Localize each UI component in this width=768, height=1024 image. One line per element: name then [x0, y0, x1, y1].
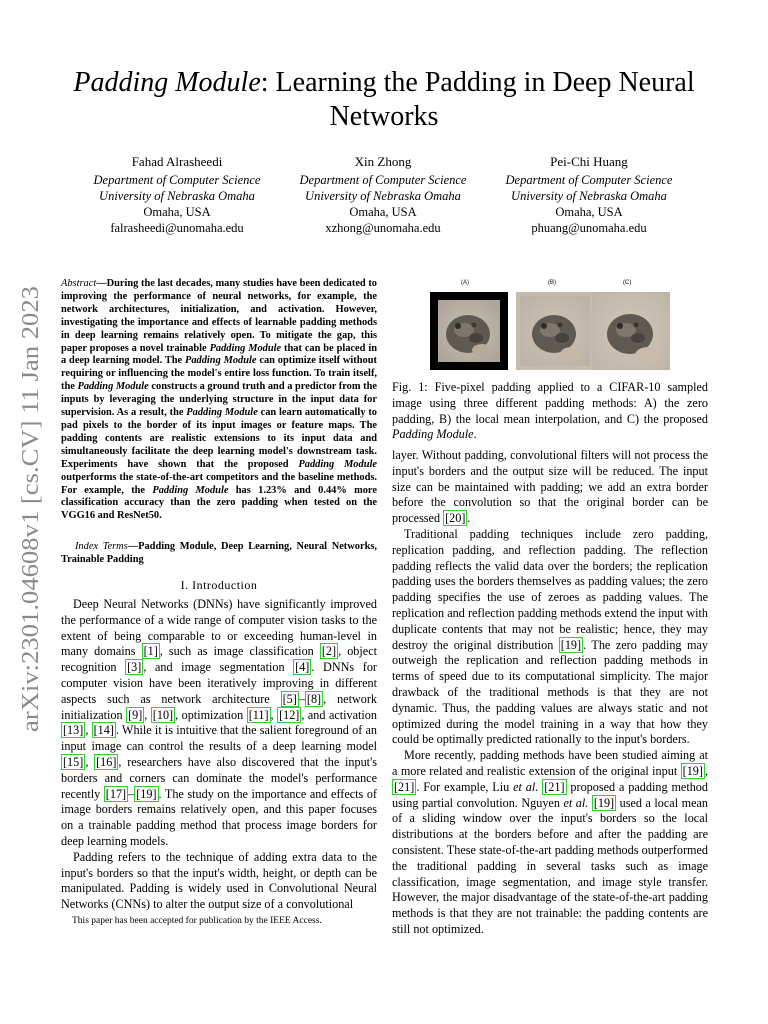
- citation-link[interactable]: [21]: [544, 779, 565, 794]
- citation-link[interactable]: [10]: [152, 707, 174, 722]
- author-email: falrasheedi@unomaha.edu: [110, 221, 244, 235]
- author-loc: Omaha, USA: [555, 205, 623, 219]
- abstract-dash: —: [96, 278, 107, 289]
- text: used a local mean of a sliding window over the input's borders so the local distributions at the borders before and after the padding are consistent. These state-of-the-art padding methods outperformed the traditional padding in several tasks such as image classification, image segmentation, and image style transfer. However, the major disadvantage of the state-of-the-art padding methods is that they are not trainable: the padding contents are still not optimized.: [392, 795, 709, 936]
- index-terms-text: Padding Module, Deep Learning, Neural Networks, Trainable Padding: [61, 541, 377, 565]
- citation-link[interactable]: [16]: [96, 754, 117, 769]
- abstract-text: can optimize itself without requiring or influencing the model's entire loss function. To train itself, the: [61, 355, 377, 393]
- abstract-text: has 1.23% and 0.44% more classification accuracy than the zero padding when tested on the VGG16 and ResNet50.: [61, 484, 377, 522]
- text: ,: [85, 723, 92, 738]
- text: More recently, padding methods have been studied aiming at a more related and realistic extension of the original input: [392, 748, 708, 778]
- figure-image-padding-module: [592, 292, 670, 370]
- figure-image-zero-padding: [430, 292, 508, 370]
- author-dept: Department of Computer Science: [299, 173, 467, 187]
- paragraph: [392, 448, 708, 527]
- figure-label-b: (B): [548, 280, 556, 286]
- padding-module-term: Padding Module: [184, 355, 257, 367]
- text: , network initialization: [61, 691, 377, 722]
- abstract-text: During the last decades, many studies have been dedicated to improving the performance of neural networks, for example, the network architectures, initialization, and activation. However, investigating the importance and effects of learnable padding methods in deep learning remains relatively open. To mitigate the gap, this paper proposes a novel trainable: [61, 278, 377, 354]
- author-block-2: [268, 154, 498, 236]
- arxiv-stamp-svg: [0, 280, 48, 740]
- text: . DNNs for computer vision have been iteratively improving in different aspects such as network architecture: [61, 660, 377, 706]
- text: , and image segmentation: [143, 660, 294, 675]
- text: ,: [144, 707, 151, 722]
- right-column-body: [392, 448, 708, 938]
- citation-link[interactable]: [13]: [63, 723, 84, 738]
- abstract-label: Abstract: [61, 278, 97, 289]
- author-name: Xin Zhong: [354, 154, 412, 169]
- citation-link[interactable]: [5]: [282, 691, 297, 706]
- citation-link[interactable]: [12]: [279, 707, 300, 722]
- index-terms-dash: —: [127, 541, 139, 552]
- padding-module-term: Padding Module: [298, 458, 377, 470]
- etal: et al.: [563, 795, 589, 810]
- text: Traditional padding techniques include zero padding, replication padding, and reflection padding. The reflection padding reflects the valid data over the borders; the replication padding uses the borders themselves as padding values; the zero padding specifies the use of zeroes as padding values. The replication and reflection padding methods extend the input with duplicate contents that may not be realistic; hence, they may destroy the original distribution: [392, 526, 708, 652]
- text: , researchers have also discovered that the input's borders and corners can dominate the model's performance recently: [61, 754, 378, 801]
- figure-image-local-mean: [516, 292, 594, 370]
- abstract-text: can learn automatically to pad pixels to the border of its input images or feature maps. The padding contents are realistic extensions to its input data and simultaneously facilitate the deep learning model's downstream task. Experiments have shown that the proposed: [61, 407, 377, 470]
- padding-module-term: Padding Module: [209, 342, 282, 354]
- title-italic: Padding Module: [73, 67, 261, 98]
- caption-text: .: [473, 427, 477, 442]
- citation-link[interactable]: [20]: [445, 511, 466, 526]
- author-name: Fahad Alrasheedi: [131, 154, 223, 169]
- text: . While it is intuitive that the salient foreground of an input image can control the results of a deep learning model: [61, 723, 377, 754]
- paragraph: [392, 748, 708, 938]
- text: , and activation: [301, 707, 377, 722]
- text: ,: [270, 707, 278, 722]
- author-loc: Omaha, USA: [143, 205, 211, 219]
- citation-link[interactable]: [4]: [295, 660, 310, 675]
- citation-link[interactable]: [11]: [248, 707, 269, 722]
- author-email: phuang@unomaha.edu: [531, 221, 647, 235]
- author-name: Pei-Chi Huang: [550, 154, 628, 169]
- paragraph: [61, 597, 377, 850]
- citation-link[interactable]: [14]: [93, 723, 114, 738]
- padding-module-term: Padding Module: [152, 484, 229, 496]
- text: . For example, Liu: [416, 779, 514, 794]
- citation-link[interactable]: [17]: [105, 786, 127, 801]
- padding-module-term: Padding Module: [77, 381, 149, 393]
- text: , object recognition: [61, 644, 377, 675]
- text: ,: [85, 754, 95, 769]
- text: –: [128, 786, 135, 801]
- author-loc: Omaha, USA: [349, 205, 417, 219]
- abstract-text: constructs a ground truth and a predictor from the inputs by leveraging the underlying structure in the input data for supervision. As a result, the: [61, 381, 377, 419]
- author-univ: University of Nebraska Omaha: [511, 189, 667, 203]
- citation-link[interactable]: [2]: [321, 644, 337, 659]
- etal: et al.: [513, 779, 539, 794]
- author-dept: Department of Computer Science: [93, 173, 261, 187]
- footnote: This paper has been accepted for publication by the IEEE Access.: [72, 916, 322, 926]
- abstract-text: that can be placed in a deep learning model. The: [61, 342, 377, 367]
- arxiv-id-text: arXiv:2301.04608v1 [cs.CV] 11 Jan 2023: [18, 330, 44, 732]
- citation-link[interactable]: [19]: [593, 795, 615, 810]
- abstract-text: outperforms the state-of-the-art competitors and the baseline methods. For example, the: [61, 471, 377, 496]
- author-dept: Department of Computer Science: [505, 173, 673, 187]
- section-heading: I. Introduction: [180, 578, 258, 592]
- figure-label-c: (C): [623, 280, 632, 286]
- citation-link[interactable]: [9]: [128, 707, 143, 722]
- figure-1: [428, 280, 690, 376]
- citation-link[interactable]: [19]: [560, 637, 582, 652]
- author-univ: University of Nebraska Omaha: [305, 189, 461, 203]
- text: .: [467, 511, 471, 526]
- citation-link[interactable]: [21]: [394, 779, 415, 794]
- author-email: xzhong@unomaha.edu: [325, 221, 441, 235]
- arxiv-stamp: [0, 280, 48, 740]
- author-block-1: [62, 154, 292, 236]
- text: , such as image classification: [159, 644, 320, 659]
- paper-title: [40, 66, 728, 134]
- text: layer. Without padding, convolutional filters will not process the input's borders and the output size will be reduced. The input size can be maintained with padding; we add an extra border before the convolution so that the original border can be processed: [392, 448, 708, 526]
- citation-link[interactable]: [3]: [127, 660, 142, 675]
- paragraph: [392, 527, 708, 748]
- title-rest: : Learning the Padding in Deep Neural Networks: [260, 67, 695, 132]
- text: Deep Neural Networks (DNNs) have significantly improved the performance of a wide range of computer vision tasks to the extent of being comparable to or exceeding human-level in many domains: [61, 597, 377, 659]
- caption-text: Fig. 1: Five-pixel padding applied to a CIFAR-10 sampled image using three different padding methods: A) the zero padding, B) the local mean interpolation, and C) the proposed: [392, 380, 708, 426]
- text: . The study on the importance and effects of image borders remains relatively open, and this paper focuses on a trainable padding method that process image borders for deep learning models.: [61, 786, 377, 848]
- left-column-body: [61, 597, 377, 913]
- figure-caption: [392, 380, 708, 443]
- paragraph: Padding refers to the technique of adding extra data to the input's borders so that the input's width, height, or depth can be manipulated. Padding is widely used in Convolutional Neural Networks (CNNs) to alter the output size of a convolutional: [61, 849, 377, 912]
- citation-link[interactable]: [19]: [682, 763, 703, 778]
- index-terms: [61, 541, 377, 567]
- text: . The zero padding may outweigh the replication and reflection padding methods in terms of speed due to its computational simplicity. The major drawback of the traditional methods is that they are not dynamic. Thus, the padding values are always static and not optimized during the model training in a way that how they could be optimally predicted rationally to the input's borders.: [392, 637, 708, 747]
- index-terms-label: Index Terms: [74, 541, 128, 552]
- caption-italic: Padding Module: [392, 427, 474, 442]
- author-block-3: [474, 154, 704, 236]
- author-univ: University of Nebraska Omaha: [99, 189, 255, 203]
- text: , optimization: [175, 707, 247, 722]
- citation-link[interactable]: [15]: [63, 754, 84, 769]
- citation-link[interactable]: [8]: [306, 691, 322, 706]
- padding-module-term: Padding Module: [186, 407, 258, 419]
- text: –: [298, 691, 305, 706]
- citation-link[interactable]: [1]: [143, 644, 158, 659]
- citation-link[interactable]: [19]: [136, 786, 157, 801]
- abstract: [61, 278, 377, 523]
- text: ,: [704, 763, 708, 778]
- text: proposed a padding method using partial convolution. Nguyen: [392, 779, 708, 810]
- figure-label-a: (A): [461, 280, 469, 286]
